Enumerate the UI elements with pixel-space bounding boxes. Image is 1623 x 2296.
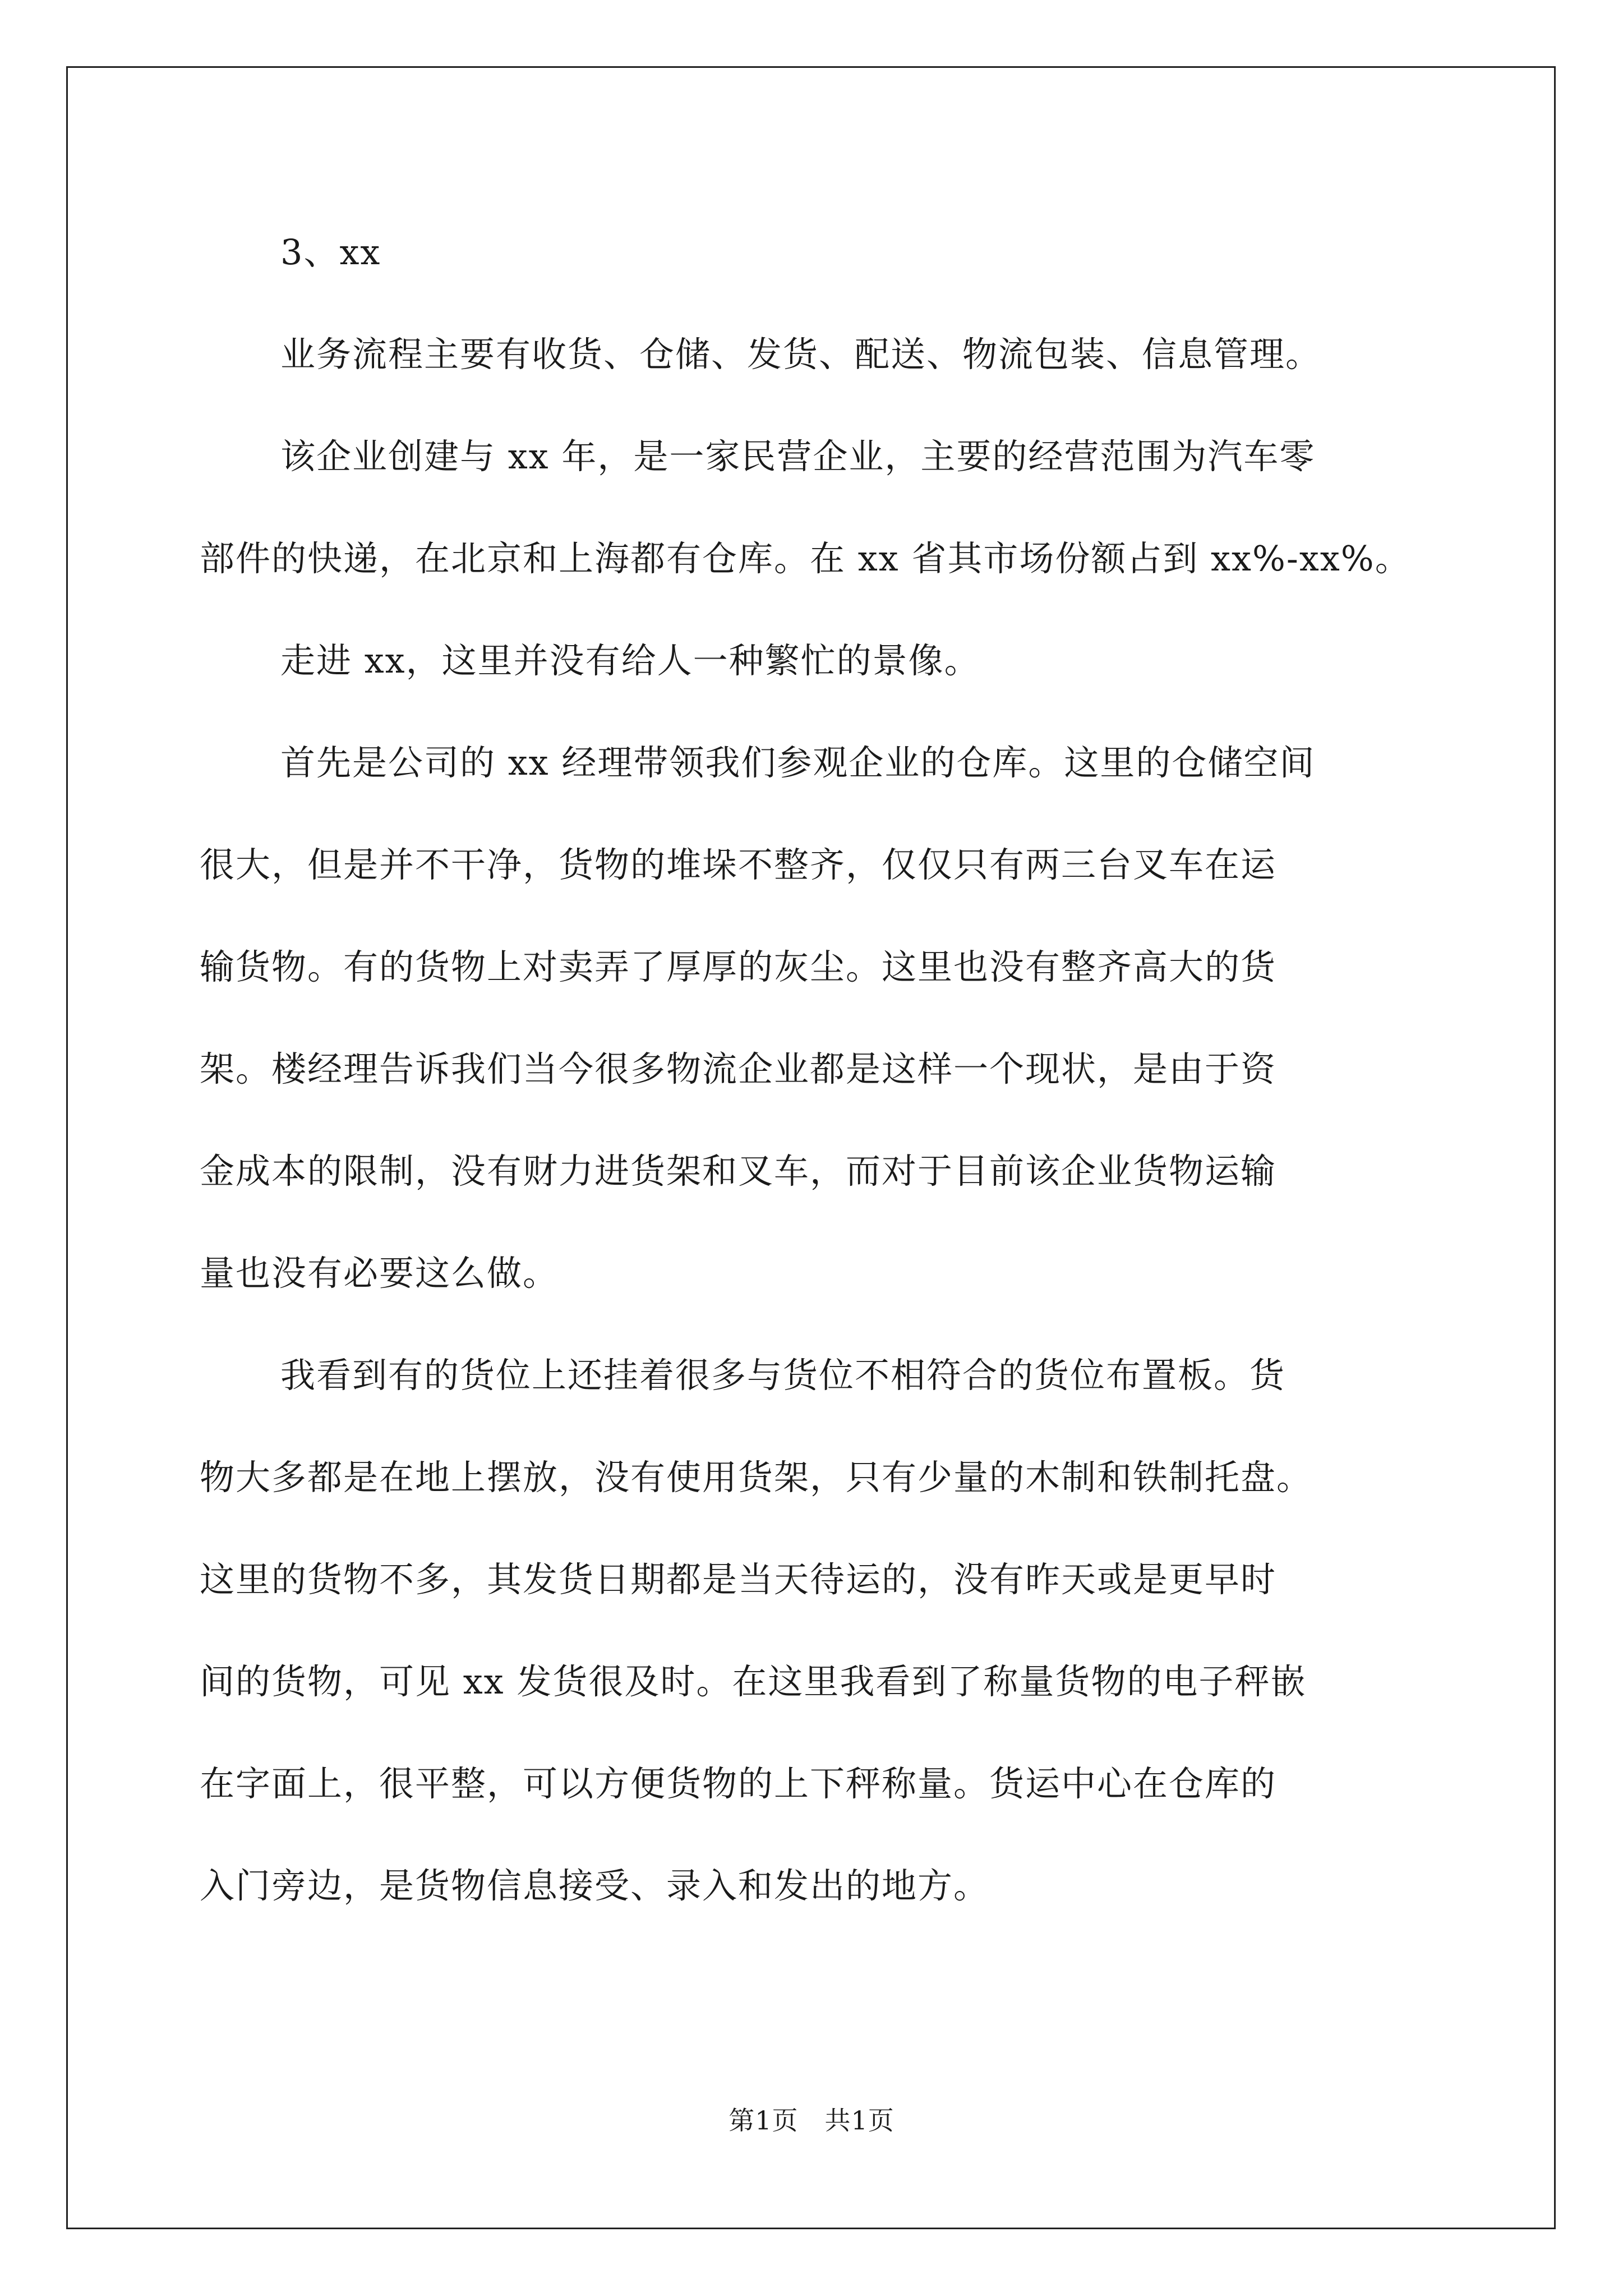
paragraph-line: 很大，但是并不干净，货物的堆垛不整齐，仅仅只有两三台叉车在运: [200, 844, 1277, 885]
paragraph-line: 部件的快递，在北京和上海都有仓库。在 xx 省其市场份额占到 xx%-xx%。: [200, 538, 1411, 579]
paragraph-line: 该企业创建与 xx 年，是一家民营企业，主要的经营范围为汽车零: [280, 436, 1316, 477]
paragraph: [200, 636, 1433, 686]
paragraph-line: 在字面上，很平整，可以方便货物的上下秤称量。货运中心在仓库的: [200, 1763, 1277, 1804]
paragraph: [200, 329, 1433, 380]
paragraph-line: 我看到有的货位上还挂着很多与货位不相符合的货位布置板。货: [280, 1355, 1286, 1396]
section-heading: 3、xx: [280, 232, 381, 273]
paragraph: [200, 1350, 1433, 1911]
paragraph-line: 间的货物，可见 xx 发货很及时。在这里我看到了称量货物的电子秤嵌: [200, 1661, 1307, 1702]
paragraph-line: 输货物。有的货物上对卖弄了厚厚的灰尘。这里也没有整齐高大的货: [200, 946, 1277, 987]
paragraph: [200, 738, 1433, 1299]
paragraph-line: 首先是公司的 xx 经理带领我们参观企业的仓库。这里的仓储空间: [280, 742, 1316, 783]
paragraph-line: 架。楼经理告诉我们当今很多物流企业都是这样一个现状，是由于资: [200, 1048, 1277, 1089]
paragraph-line: 入门旁边，是货物信息接受、录入和发出的地方。: [200, 1865, 990, 1906]
paragraph: [200, 431, 1433, 584]
paragraph-line: 走进 xx，这里并没有给人一种繁忙的景像。: [280, 640, 980, 681]
paragraph-line: 金成本的限制，没有财力进货架和叉车，而对于目前该企业货物运输: [200, 1151, 1277, 1191]
document-body: [200, 227, 1433, 1911]
page-number-footer: 第1页 共1页: [728, 2105, 895, 2136]
paragraph-line: 这里的货物不多，其发货日期都是当天待运的，没有昨天或是更早时: [200, 1559, 1277, 1600]
paragraph-line: 物大多都是在地上摆放，没有使用货架，只有少量的木制和铁制托盘。: [200, 1457, 1313, 1498]
paragraph-line: 量也没有必要这么做。: [200, 1253, 559, 1294]
paragraph-line: 业务流程主要有收货、仓储、发货、配送、物流包装、信息管理。: [280, 334, 1322, 375]
